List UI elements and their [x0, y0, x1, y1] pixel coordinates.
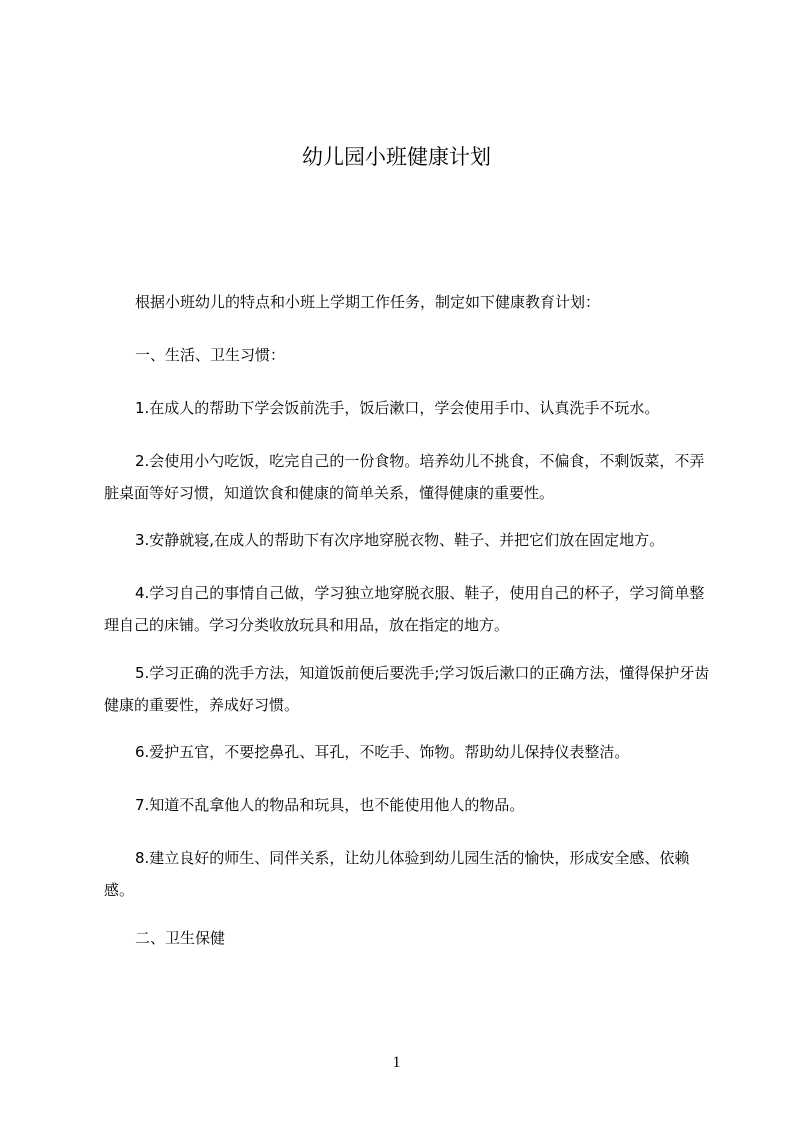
list-item: 1.在成人的帮助下学会饭前洗手，饭后漱口，学会使用手巾、认真洗手不玩水。 [135, 399, 660, 417]
list-item: 8.建立良好的师生、同伴关系，让幼儿体验到幼儿园生活的愉快，形成安全感、依赖感。 [104, 849, 690, 899]
list-item: 4.学习自己的事情自己做，学习独立地穿脱衣服、鞋子，使用自己的杯子，学习简单整理自己的床铺。学习分类收放玩具和用品，放在指定的地方。 [104, 584, 705, 634]
list-item: 6.爱护五官，不要挖鼻孔、耳孔，不吃手、饰物。帮助幼儿保持仪表整洁。 [135, 743, 630, 761]
document-title: 幼儿园小班健康计划 [302, 145, 491, 169]
list-item: 3.安静就寝,在成人的帮助下有次序地穿脱衣物、鞋子、并把它们放在固定地方。 [135, 531, 665, 549]
section-heading-health-care: 二、卫生保健 [135, 929, 226, 947]
page-number: 1 [392, 1054, 401, 1071]
list-item: 2.会使用小勺吃饭，吃完自己的一份食物。培养幼儿不挑食，不偏食，不剩饭菜，不弄脏桌面等好习惯，知道饮食和健康的简单关系，懂得健康的重要性。 [104, 452, 705, 502]
list-item: 7.知道不乱拿他人的物品和玩具，也不能使用他人的物品。 [135, 796, 525, 814]
list-item: 5.学习正确的洗手方法，知道饭前便后要洗手;学习饭后漱口的正确方法，懂得保护牙齿健康的重要性，养成好习惯。 [104, 664, 710, 714]
section-heading-hygiene-habits: 一、生活、卫生习惯： [135, 346, 286, 364]
intro-paragraph: 根据小班幼儿的特点和小班上学期工作任务，制定如下健康教育计划： [135, 293, 601, 311]
